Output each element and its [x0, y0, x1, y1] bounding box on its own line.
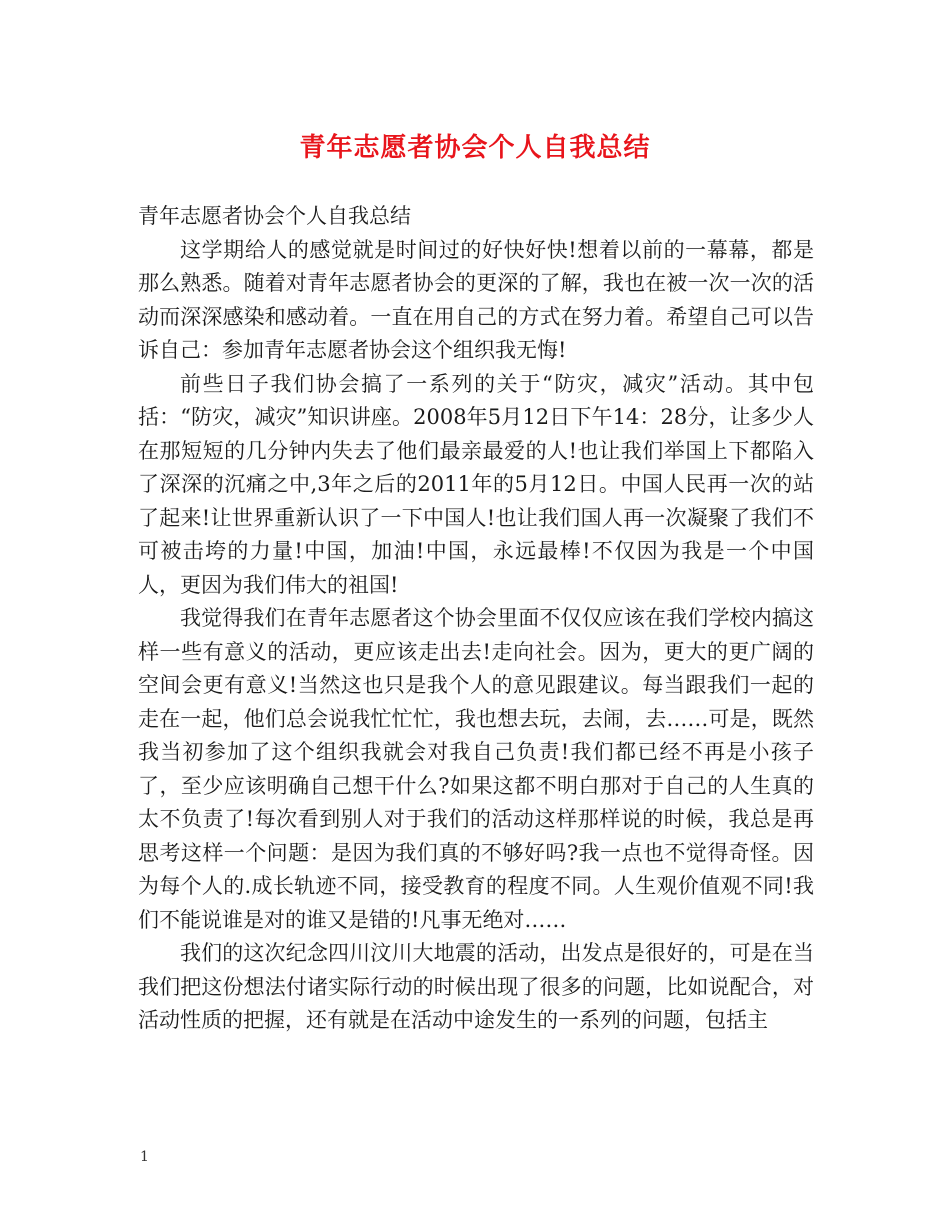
page-number: 1 — [140, 1149, 149, 1165]
document-body — [138, 200, 814, 1038]
paragraph: 我们的这次纪念四川汶川大地震的活动，出发点是很好的，可是在当我们把这份想法付诸实际行动的时候出现了很多的问题，比如说配合，对活动性质的把握，还有就是在活动中途发生的一系列的问题，包括主 — [138, 941, 814, 1032]
paragraph: 我觉得我们在青年志愿者这个协会里面不仅仅应该在我们学校内搞这样一些有意义的活动，更应该走出去!走向社会。因为，更大的更广阔的空间会更有意义!当然这也只是我个人的意见跟建议。每当跟我们一起的走在一起，他们总会说我忙忙忙，我也想去玩，去闹，去……可是，既然我当初参加了这个组织我就会对我自己负责!我们都已经不再是小孩子了，至少应该明确自己想干什么?如果这都不明白那对于自己的人生真的太不负责了!每次看到别人对于我们的活动这样那样说的时候，我总是再思考这样一个问题：是因为我们真的不够好吗?我一点也不觉得奇怪。因为每个人的.成长轨迹不同，接受教育的程度不同。人生观价值观不同!我们不能说谁是对的谁又是错的!凡事无绝对…… — [138, 606, 814, 932]
document-title: 青年志愿者协会个人自我总结 — [299, 133, 651, 163]
paragraph: 这学期给人的感觉就是时间过的好快好快!想着以前的一幕幕，都是那么熟悉。随着对青年志愿者协会的更深的了解，我也在被一次一次的活动而深深感染和感动着。一直在用自己的方式在努力着。希望自己可以告诉自己：参加青年志愿者协会这个组织我无悔! — [138, 237, 814, 362]
document-subtitle: 青年志愿者协会个人自我总结 — [138, 204, 411, 228]
paragraph: 前些日子我们协会搞了一系列的关于“防灾，减灾”活动。其中包括：“防灾，减灾”知识讲座。2008年5月12日下午14：28分，让多少人在那短短的几分钟内失去了他们最亲最爱的人!也让我们举国上下都陷入了深深的沉痛之中,3年之后的2011年的5月12日。中国人民再一次的站了起来!让世界重新认识了一下中国人!也让我们国人再一次凝聚了我们不可被击垮的力量!中国，加油!中国，永远最棒!不仅因为我是一个中国人，更因为我们伟大的祖国! — [138, 371, 814, 597]
